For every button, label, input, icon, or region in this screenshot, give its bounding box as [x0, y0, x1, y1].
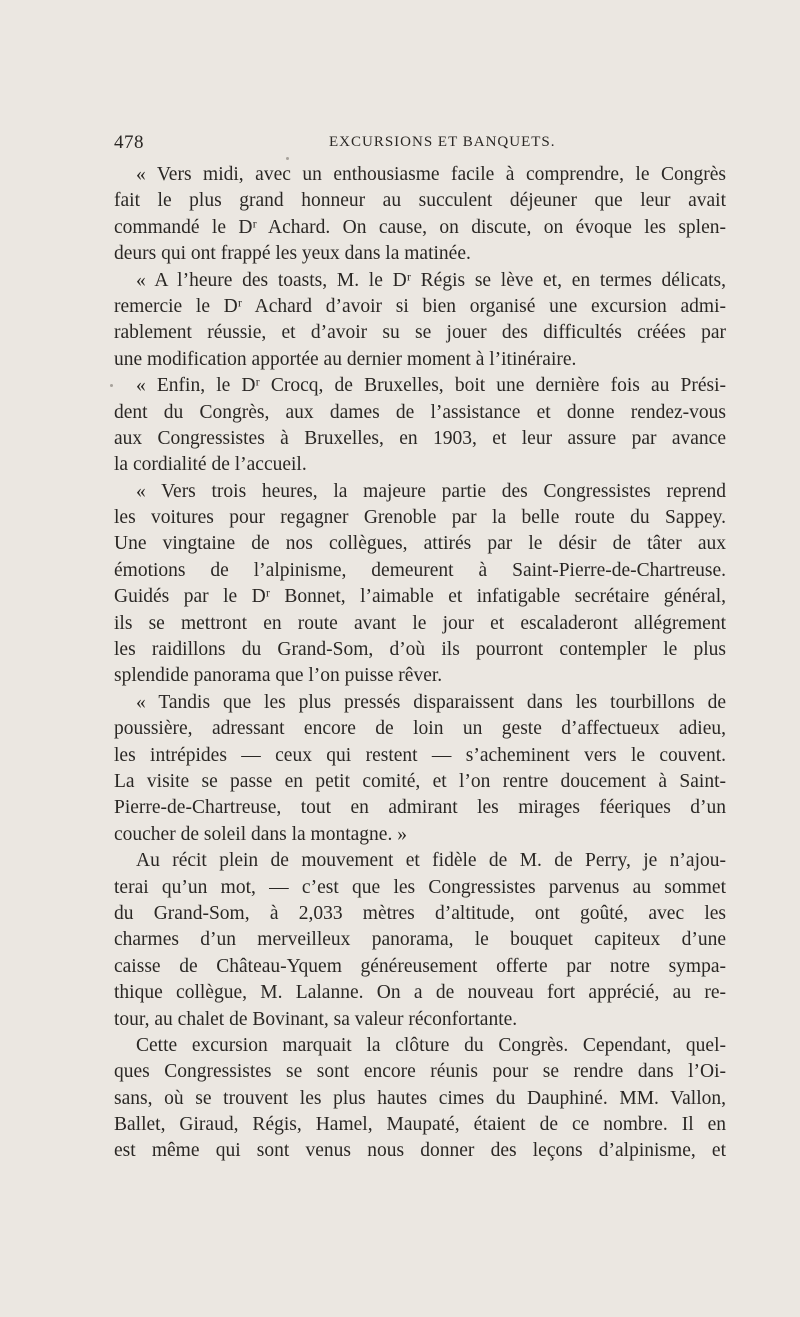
running-title: EXCURSIONS ET BANQUETS.	[329, 134, 556, 150]
text-line: poussière, adressant encore de loin un geste d’affectueux adieu,	[114, 718, 726, 740]
text-line: les raidillons du Grand-Som, d’où ils pourront contempler le plus	[114, 639, 726, 661]
text-line: thique collègue, M. Lalanne. On a de nouveau fort apprécié, au re-	[114, 982, 726, 1004]
text-line: deurs qui ont frappé les yeux dans la matinée.	[114, 243, 471, 265]
text-line: remercie le Dʳ Achard d’avoir si bien organisé une excursion admi-	[114, 295, 726, 317]
paper-speck	[286, 157, 289, 160]
text-line: « Vers midi, avec un enthousiasme facile à comprendre, le Congrès	[136, 164, 726, 185]
text-line: Pierre-de-Chartreuse, tout en admirant les mirages féeriques d’un	[114, 797, 726, 819]
text-line: charmes d’un merveilleux panorama, le bouquet capiteux d’une	[114, 929, 726, 951]
text-line: commandé le Dʳ Achard. On cause, on discute, on évoque les splen-	[114, 216, 726, 238]
text-line: fait le plus grand honneur au succulent déjeuner que leur avait	[114, 190, 726, 212]
page-number: 478	[114, 132, 144, 153]
text-line: une modification apportée au dernier moment à l’itinéraire.	[114, 348, 577, 370]
body-text	[114, 162, 726, 1165]
text-line: splendide panorama que l’on puisse rêver.	[114, 665, 443, 687]
text-line: Ballet, Giraud, Régis, Hamel, Maupaté, étaient de ce nombre. Il en	[114, 1114, 726, 1136]
paper-speck	[110, 384, 113, 387]
text-line: du Grand-Som, à 2,033 mètres d’altitude, ont goûté, avec les	[114, 902, 726, 924]
text-line: les voitures pour regagner Grenoble par la belle route du Sappey.	[114, 507, 726, 529]
text-line: est même qui sont venus nous donner des leçons d’alpinisme, et	[114, 1140, 726, 1162]
text-line: aux Congressistes à Bruxelles, en 1903, et leur assure par avance	[114, 427, 726, 449]
text-line: dent du Congrès, aux dames de l’assistance et donne rendez-vous	[114, 401, 726, 423]
text-line: rablement réussie, et d’avoir su se jouer des difficultés créées par	[114, 322, 726, 344]
text-line: tour, au chalet de Bovinant, sa valeur réconfortante.	[114, 1008, 518, 1030]
text-line: émotions de l’alpinisme, demeurent à Saint-Pierre-de-Chartreuse.	[114, 559, 726, 581]
text-line: Au récit plein de mouvement et fidèle de M. de Perry, je n’ajou-	[136, 850, 726, 872]
text-line: caisse de Château-Yquem généreusement offerte par notre sympa-	[114, 955, 726, 977]
text-line: la cordialité de l’accueil.	[114, 454, 307, 476]
text-line: ils se mettront en route avant le jour et escaladeront allégrement	[114, 612, 726, 634]
text-line: les intrépides — ceux qui restent — s’acheminent vers le couvent.	[114, 744, 726, 766]
text-line: coucher de soleil dans la montagne. »	[114, 823, 407, 845]
text-line: « A l’heure des toasts, M. le Dʳ Régis se lève et, en termes délicats,	[136, 269, 726, 291]
text-line: sans, où se trouvent les plus hautes cimes du Dauphiné. MM. Vallon,	[114, 1087, 726, 1109]
text-line: La visite se passe en petit comité, et l’on rentre doucement à Saint-	[114, 770, 726, 792]
text-line: Guidés par le Dʳ Bonnet, l’aimable et infatigable secrétaire général,	[114, 586, 726, 608]
text-line: « Enfin, le Dʳ Crocq, de Bruxelles, boit une dernière fois au Prési-	[136, 375, 726, 397]
text-line: ques Congressistes se sont encore réunis pour se rendre dans l’Oi-	[114, 1061, 726, 1083]
page-header	[114, 132, 726, 158]
text-line: « Vers trois heures, la majeure partie des Congressistes reprend	[136, 480, 726, 502]
text-line: terai qu’un mot, — c’est que les Congressistes parvenus au sommet	[114, 876, 726, 898]
text-line: Une vingtaine de nos collègues, attirés par le désir de tâter aux	[114, 533, 726, 555]
text-line: « Tandis que les plus pressés disparaissent dans les tourbillons de	[136, 691, 726, 713]
text-line: Cette excursion marquait la clôture du Congrès. Cependant, quel-	[136, 1034, 726, 1056]
